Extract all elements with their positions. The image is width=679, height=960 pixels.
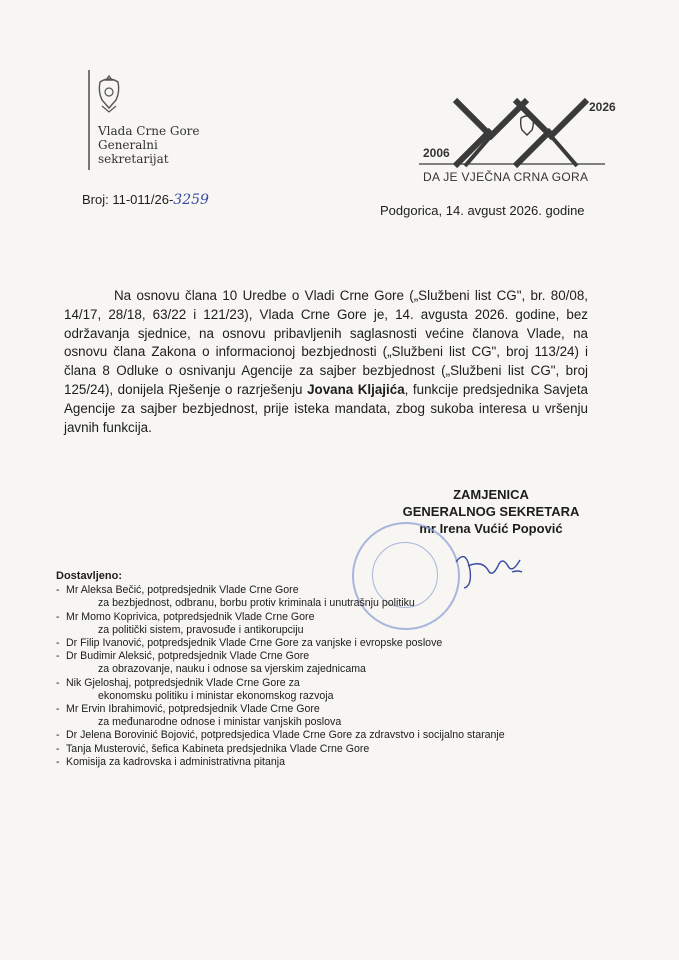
decision-text (64, 287, 588, 437)
distribution-item: - Dr Filip Ivanović, potpredsjednik Vlade Crne Gore za vanjske i evropske poslove (56, 637, 443, 650)
distribution-item-continuation: za politički sistem, pravosuđe i antikorupciju (98, 623, 304, 636)
distribution-item: - Tanja Musterović, šefica Kabineta predsjednika Vlade Crne Gore (56, 742, 370, 755)
reference-handwritten-number: 3259 (173, 192, 209, 208)
distribution-list (56, 570, 616, 769)
distribution-title: Dostavljeno: (56, 570, 123, 582)
org-line: sekretarijat (98, 152, 169, 166)
place-and-date: Podgorica, 14. avgust 2026. godine (380, 203, 585, 218)
dismissed-person-name: Jovana Kljajića (307, 381, 405, 397)
distribution-item: - Komisija za kadrovska i administrativna pitanja (56, 755, 286, 768)
logo-year-start: 2006 (423, 146, 450, 160)
distribution-item: - Dr Jelena Borovinić Bojović, potpredsjedica Vlade Crne Gore za zdravstvo i socijalno staranje (56, 729, 505, 742)
coat-of-arms-icon (92, 72, 126, 118)
reference-label: Broj: 11-011/26- (82, 192, 174, 207)
organization-name (98, 124, 200, 166)
distribution-item-continuation: ekonomsku politiku i ministar ekonomskog razvoja (98, 689, 334, 702)
org-line: Vlada Crne Gore (98, 124, 200, 138)
distribution-item: - Dr Budimir Aleksić, potpredsjednik Vlade Crne Gore (56, 650, 310, 663)
decision-text-part: Na osnovu člana 10 Uredbe o Vladi Crne Gore („Službeni list CG", br. 80/08, 14/17, 28/18, 63/22 i 121/23), Vlada Crne Gore je, 14. avgusta 2026. godine, bez održavanja sjednice, na osnovu pribavljenih saglasnosti većine članova Vlade, na osnovu člana Zakona o informacionoj bezbjednosti („Službeni list CG", broj 113/24) i člana 8 Odluke o osnivanju Agencije za sajber bezbjednost („Službeni list CG", broj 125/24), donijela Rješenje o razrješenju (64, 288, 588, 397)
distribution-item: - Mr Ervin Ibrahimović, potpredsjednik Vlade Crne Gore (56, 703, 320, 716)
decision-text-part: , funkcije predsjednika Savjeta Agencije za sajber bezbjednost, prije isteka mandata, zbog sukoba interesa u vršenju javnih funkcija. (64, 381, 588, 435)
distribution-item: - Mr Momo Koprivica, potpredsjednik Vlade Crne Gore (56, 610, 315, 623)
anniversary-logo (405, 96, 620, 191)
logo-year-end: 2026 (589, 100, 616, 114)
reference-number (82, 192, 209, 208)
logo-motto: DA JE VJEČNA CRNA GORA (423, 170, 589, 184)
org-line: Generalni (98, 138, 158, 152)
distribution-item-continuation: za bezbjednost, odbranu, borbu protiv kriminala i unutrašnju politiku (98, 597, 415, 610)
signatory-title: GENERALNOG SEKRETARA (402, 504, 580, 519)
distribution-item-continuation: za obrazovanje, nauku i odnose sa vjerskim zajednicama (98, 663, 366, 676)
distribution-item: - Mr Aleksa Bečić, potpredsjednik Vlade Crne Gore (56, 584, 299, 597)
header-divider (88, 70, 90, 170)
distribution-item: - Nik Gjeloshaj, potpredsjednik Vlade Crne Gore za (56, 676, 300, 689)
signatory-title: ZAMJENICA (453, 487, 529, 502)
distribution-item-continuation: za međunarodne odnose i ministar vanjskih poslova (98, 716, 342, 729)
signatory-name: mr Irena Vućić Popović (419, 521, 563, 536)
